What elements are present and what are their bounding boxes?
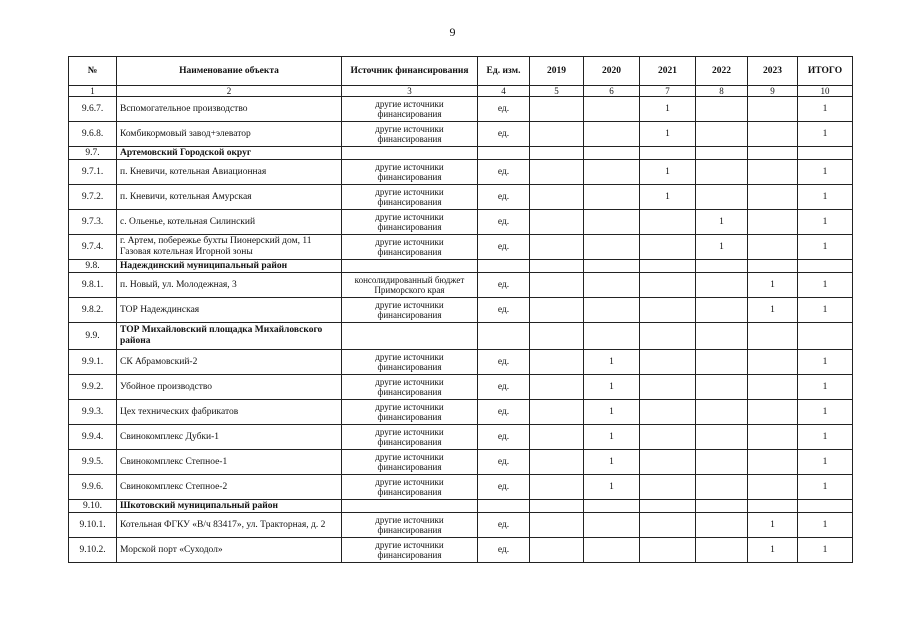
column-number: 8 — [696, 86, 748, 97]
column-number: 1 — [69, 86, 117, 97]
table-row — [69, 160, 853, 185]
unit: ед. — [478, 160, 530, 185]
value-cell — [584, 538, 640, 563]
table-row — [69, 475, 853, 500]
object-name: СК Абрамовский-2 — [117, 350, 342, 375]
column-header: Наименование объекта — [117, 57, 342, 86]
value-cell: 1 — [696, 210, 748, 235]
value-cell: 1 — [798, 475, 853, 500]
object-name: Вспомогательное производство — [117, 97, 342, 122]
column-number: 3 — [342, 86, 478, 97]
value-cell — [584, 235, 640, 260]
value-cell — [748, 400, 798, 425]
object-name: Цех технических фабрикатов — [117, 400, 342, 425]
empty-cell — [640, 323, 696, 350]
value-cell — [640, 475, 696, 500]
financing-source: другие источники финансирования — [342, 160, 478, 185]
unit: ед. — [478, 513, 530, 538]
value-cell — [748, 185, 798, 210]
empty-cell — [584, 323, 640, 350]
financing-source: другие источники финансирования — [342, 235, 478, 260]
row-number: 9.8. — [69, 260, 117, 273]
row-number: 9.10.1. — [69, 513, 117, 538]
value-cell: 1 — [696, 235, 748, 260]
value-cell: 1 — [798, 425, 853, 450]
value-cell — [530, 450, 584, 475]
section-name: Артемовский Городской округ — [117, 147, 342, 160]
value-cell — [530, 350, 584, 375]
value-cell — [696, 97, 748, 122]
value-cell — [748, 450, 798, 475]
value-cell — [696, 160, 748, 185]
unit: ед. — [478, 122, 530, 147]
value-cell — [696, 475, 748, 500]
page-number: 9 — [449, 25, 456, 39]
empty-cell — [748, 260, 798, 273]
empty-cell — [696, 323, 748, 350]
section-row — [69, 323, 853, 350]
value-cell — [584, 160, 640, 185]
financing-source: другие источники финансирования — [342, 350, 478, 375]
value-cell — [640, 273, 696, 298]
object-name: Котельная ФГКУ «В/ч 83417», ул. Тракторная, д. 2 — [117, 513, 342, 538]
empty-cell — [530, 323, 584, 350]
value-cell — [640, 375, 696, 400]
section-name: Надеждинский муниципальный район — [117, 260, 342, 273]
financing-source: другие источники финансирования — [342, 185, 478, 210]
financing-source: другие источники финансирования — [342, 513, 478, 538]
unit: ед. — [478, 298, 530, 323]
financing-source: другие источники финансирования — [342, 538, 478, 563]
row-number: 9.9.5. — [69, 450, 117, 475]
column-header: 2023 — [748, 57, 798, 86]
value-cell — [748, 160, 798, 185]
table-row — [69, 513, 853, 538]
row-number: 9.7.3. — [69, 210, 117, 235]
value-cell — [530, 425, 584, 450]
financing-table — [68, 56, 853, 563]
object-name: п. Новый, ул. Молодежная, 3 — [117, 273, 342, 298]
value-cell — [696, 450, 748, 475]
unit: ед. — [478, 273, 530, 298]
row-number: 9.9.4. — [69, 425, 117, 450]
empty-cell — [530, 260, 584, 273]
row-number: 9.9.1. — [69, 350, 117, 375]
row-number: 9.8.2. — [69, 298, 117, 323]
value-cell: 1 — [798, 122, 853, 147]
table-row — [69, 350, 853, 375]
row-number: 9.7.2. — [69, 185, 117, 210]
value-cell — [696, 350, 748, 375]
empty-cell — [696, 147, 748, 160]
table-row — [69, 538, 853, 563]
value-cell — [696, 185, 748, 210]
column-header: Ед. изм. — [478, 57, 530, 86]
value-cell: 1 — [584, 450, 640, 475]
value-cell: 1 — [798, 538, 853, 563]
row-number: 9.8.1. — [69, 273, 117, 298]
value-cell: 1 — [798, 235, 853, 260]
value-cell — [696, 513, 748, 538]
unit: ед. — [478, 97, 530, 122]
financing-source: другие источники финансирования — [342, 475, 478, 500]
value-cell — [696, 375, 748, 400]
section-name: Шкотовский муниципальный район — [117, 500, 342, 513]
table-row — [69, 450, 853, 475]
value-cell: 1 — [584, 350, 640, 375]
row-number: 9.7.1. — [69, 160, 117, 185]
value-cell — [748, 122, 798, 147]
column-header: ИТОГО — [798, 57, 853, 86]
table-body — [69, 97, 853, 563]
empty-cell — [798, 260, 853, 273]
empty-cell — [798, 147, 853, 160]
column-header: 2020 — [584, 57, 640, 86]
table-row — [69, 298, 853, 323]
table-row — [69, 210, 853, 235]
value-cell — [696, 400, 748, 425]
value-cell — [530, 235, 584, 260]
value-cell: 1 — [748, 298, 798, 323]
value-cell: 1 — [748, 273, 798, 298]
value-cell — [640, 513, 696, 538]
value-cell — [748, 350, 798, 375]
empty-cell — [748, 500, 798, 513]
value-cell: 1 — [640, 160, 696, 185]
unit: ед. — [478, 538, 530, 563]
unit: ед. — [478, 375, 530, 400]
table-row — [69, 375, 853, 400]
object-name: п. Кневичи, котельная Амурская — [117, 185, 342, 210]
column-number: 10 — [798, 86, 853, 97]
row-number: 9.6.8. — [69, 122, 117, 147]
value-cell — [748, 210, 798, 235]
empty-cell — [530, 147, 584, 160]
value-cell — [584, 513, 640, 538]
value-cell — [530, 475, 584, 500]
value-cell — [640, 235, 696, 260]
table-row — [69, 273, 853, 298]
section-row — [69, 500, 853, 513]
value-cell: 1 — [584, 400, 640, 425]
unit: ед. — [478, 185, 530, 210]
empty-cell — [584, 260, 640, 273]
financing-source: консолидированный бюджет Приморского края — [342, 273, 478, 298]
row-number: 9.10.2. — [69, 538, 117, 563]
empty-cell — [342, 500, 478, 513]
column-number: 4 — [478, 86, 530, 97]
value-cell — [530, 122, 584, 147]
value-cell: 1 — [798, 513, 853, 538]
unit: ед. — [478, 350, 530, 375]
value-cell — [584, 273, 640, 298]
empty-cell — [640, 147, 696, 160]
section-name: ТОР Михайловский площадка Михайловского района — [117, 323, 342, 350]
value-cell: 1 — [798, 273, 853, 298]
table-row — [69, 122, 853, 147]
value-cell — [696, 122, 748, 147]
object-name: с. Ольенье, котельная Силинский — [117, 210, 342, 235]
value-cell — [640, 298, 696, 323]
value-cell — [584, 185, 640, 210]
empty-cell — [640, 260, 696, 273]
column-number: 5 — [530, 86, 584, 97]
column-header: № — [69, 57, 117, 86]
value-cell: 1 — [584, 425, 640, 450]
value-cell: 1 — [798, 298, 853, 323]
value-cell: 1 — [640, 185, 696, 210]
row-number: 9.9. — [69, 323, 117, 350]
table-row — [69, 235, 853, 260]
value-cell — [584, 298, 640, 323]
value-cell — [696, 298, 748, 323]
value-cell — [530, 97, 584, 122]
object-name: Свинокомплекс Степное-1 — [117, 450, 342, 475]
empty-cell — [478, 500, 530, 513]
value-cell — [584, 210, 640, 235]
column-number-row — [69, 86, 853, 97]
unit: ед. — [478, 400, 530, 425]
row-number: 9.7.4. — [69, 235, 117, 260]
empty-cell — [478, 260, 530, 273]
unit: ед. — [478, 210, 530, 235]
row-number: 9.6.7. — [69, 97, 117, 122]
financing-source: другие источники финансирования — [342, 210, 478, 235]
empty-cell — [584, 500, 640, 513]
financing-source: другие источники финансирования — [342, 122, 478, 147]
value-cell: 1 — [798, 375, 853, 400]
value-cell — [530, 210, 584, 235]
object-name: Свинокомплекс Степное-2 — [117, 475, 342, 500]
financing-source: другие источники финансирования — [342, 400, 478, 425]
row-number: 9.9.2. — [69, 375, 117, 400]
value-cell — [530, 298, 584, 323]
row-number: 9.9.3. — [69, 400, 117, 425]
value-cell — [530, 375, 584, 400]
section-row — [69, 260, 853, 273]
value-cell — [748, 475, 798, 500]
value-cell — [584, 122, 640, 147]
column-number: 9 — [748, 86, 798, 97]
unit: ед. — [478, 235, 530, 260]
value-cell — [530, 538, 584, 563]
empty-cell — [584, 147, 640, 160]
value-cell: 1 — [584, 475, 640, 500]
value-cell: 1 — [640, 97, 696, 122]
section-row — [69, 147, 853, 160]
value-cell — [530, 513, 584, 538]
table-row — [69, 185, 853, 210]
unit: ед. — [478, 450, 530, 475]
empty-cell — [530, 500, 584, 513]
unit: ед. — [478, 475, 530, 500]
value-cell: 1 — [640, 122, 696, 147]
column-header: 2019 — [530, 57, 584, 86]
value-cell — [584, 97, 640, 122]
empty-cell — [342, 260, 478, 273]
empty-cell — [478, 147, 530, 160]
empty-cell — [798, 500, 853, 513]
value-cell — [530, 400, 584, 425]
table-row — [69, 400, 853, 425]
value-cell: 1 — [798, 160, 853, 185]
empty-cell — [748, 147, 798, 160]
value-cell — [640, 210, 696, 235]
column-header: 2021 — [640, 57, 696, 86]
value-cell — [530, 273, 584, 298]
value-cell — [640, 538, 696, 563]
value-cell — [696, 273, 748, 298]
empty-cell — [696, 500, 748, 513]
financing-source: другие источники финансирования — [342, 375, 478, 400]
value-cell: 1 — [798, 350, 853, 375]
empty-cell — [342, 323, 478, 350]
empty-cell — [640, 500, 696, 513]
empty-cell — [342, 147, 478, 160]
empty-cell — [748, 323, 798, 350]
column-number: 2 — [117, 86, 342, 97]
column-header: Источник финансирования — [342, 57, 478, 86]
value-cell — [640, 350, 696, 375]
value-cell — [530, 160, 584, 185]
table-row — [69, 97, 853, 122]
value-cell — [696, 425, 748, 450]
column-number: 6 — [584, 86, 640, 97]
financing-source: другие источники финансирования — [342, 298, 478, 323]
value-cell: 1 — [798, 400, 853, 425]
value-cell — [640, 425, 696, 450]
empty-cell — [478, 323, 530, 350]
value-cell — [748, 375, 798, 400]
value-cell: 1 — [584, 375, 640, 400]
value-cell: 1 — [748, 513, 798, 538]
value-cell — [748, 235, 798, 260]
object-name: ТОР Надеждинская — [117, 298, 342, 323]
empty-cell — [696, 260, 748, 273]
value-cell — [640, 400, 696, 425]
value-cell — [640, 450, 696, 475]
empty-cell — [798, 323, 853, 350]
value-cell — [748, 97, 798, 122]
object-name: Морской порт «Суходол» — [117, 538, 342, 563]
object-name: Свинокомплекс Дубки-1 — [117, 425, 342, 450]
row-number: 9.10. — [69, 500, 117, 513]
value-cell — [696, 538, 748, 563]
header-row — [69, 57, 853, 86]
column-header: 2022 — [696, 57, 748, 86]
value-cell: 1 — [798, 210, 853, 235]
row-number: 9.9.6. — [69, 475, 117, 500]
value-cell — [530, 185, 584, 210]
value-cell: 1 — [748, 538, 798, 563]
object-name: Убойное производство — [117, 375, 342, 400]
value-cell — [748, 425, 798, 450]
value-cell: 1 — [798, 185, 853, 210]
financing-source: другие источники финансирования — [342, 425, 478, 450]
object-name: г. Артем, побережье бухты Пионерский дом, 11 Газовая котельная Игорной зоны — [117, 235, 342, 260]
value-cell: 1 — [798, 450, 853, 475]
row-number: 9.7. — [69, 147, 117, 160]
financing-source: другие источники финансирования — [342, 450, 478, 475]
unit: ед. — [478, 425, 530, 450]
object-name: Комбикормовый завод+элеватор — [117, 122, 342, 147]
column-number: 7 — [640, 86, 696, 97]
object-name: п. Кневичи, котельная Авиационная — [117, 160, 342, 185]
value-cell: 1 — [798, 97, 853, 122]
financing-source: другие источники финансирования — [342, 97, 478, 122]
table-row — [69, 425, 853, 450]
